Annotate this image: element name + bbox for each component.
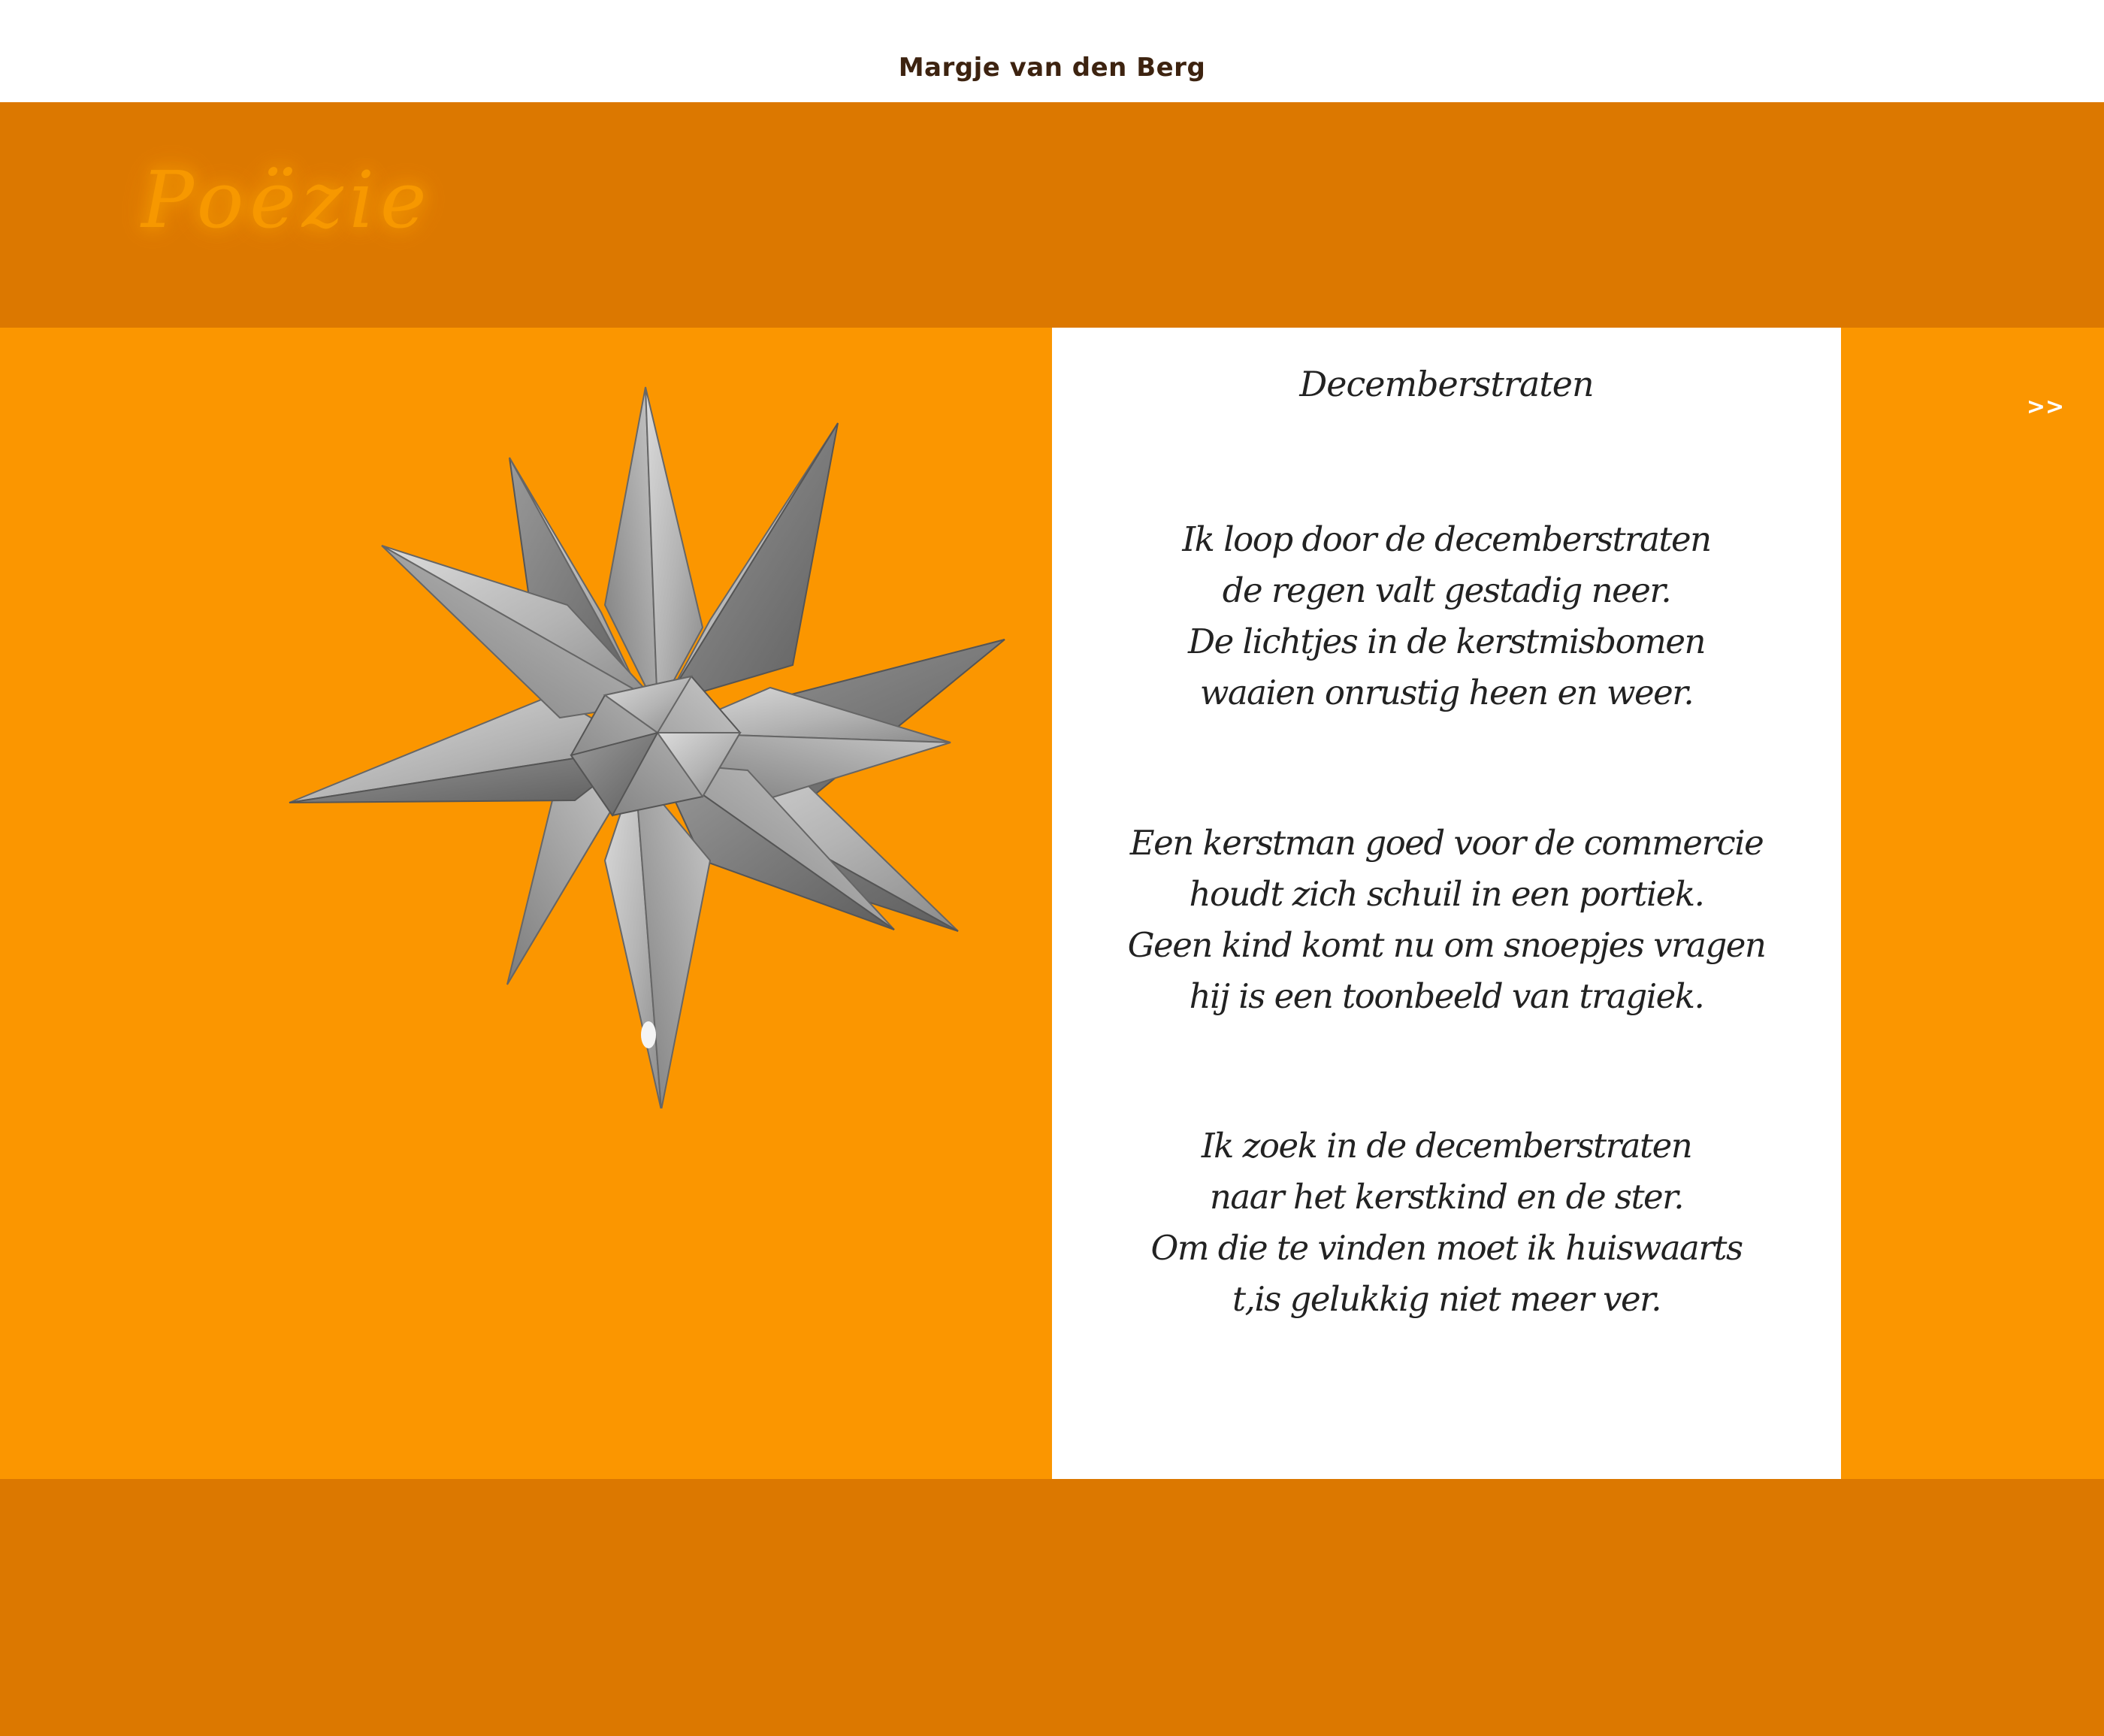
poem-line: Een kerstman goed voor de commercie	[1129, 823, 1764, 863]
poem-title: Decemberstraten	[1299, 364, 1594, 404]
site-name-link[interactable]: Margje van den Berg	[898, 53, 1206, 83]
poem-line: houdt zich schuil in een portiek.	[1189, 874, 1704, 914]
poem-line: waaien onrustig heen en weer.	[1199, 673, 1694, 712]
poem-stanza-3	[1052, 1121, 1841, 1325]
poem-line: Om die te vinden moet ik huiswaarts	[1150, 1228, 1743, 1268]
poem-line: hij is een toonbeeld van tragiek.	[1189, 976, 1704, 1016]
poem-line: Ik loop door de decemberstraten	[1182, 519, 1711, 559]
next-page-link[interactable]: >>	[2026, 394, 2065, 420]
top-bar	[0, 0, 2104, 102]
poem-line: De lichtjes in de kerstmisbomen	[1188, 622, 1705, 661]
poem-stanza-2	[1052, 818, 1841, 1022]
poem-line: t,is gelukkig niet meer ver.	[1232, 1279, 1661, 1319]
footer-band	[0, 1479, 2104, 1736]
poem-line: de regen valt gestadig neer.	[1222, 570, 1671, 610]
poem-line: Ik zoek in de decemberstraten	[1201, 1126, 1692, 1166]
poem-panel	[1052, 328, 1841, 1479]
page-heading: Poëzie	[141, 154, 433, 246]
poem-stanza-1	[1052, 514, 1841, 718]
poem-line: Geen kind komt nu om snoepjes vragen	[1127, 925, 1766, 965]
star-ornament-image	[282, 380, 1011, 1108]
poem-line: naar het kerstkind en de ster.	[1209, 1177, 1684, 1217]
